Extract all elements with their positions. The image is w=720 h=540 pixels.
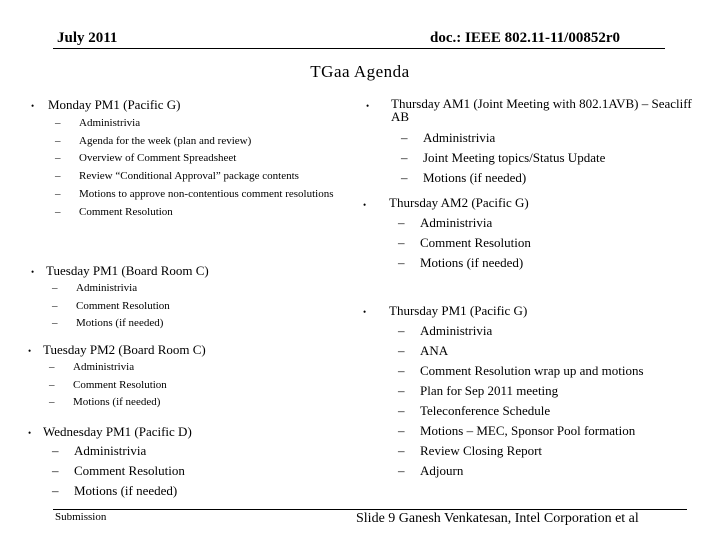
list-item: – Administrivia bbox=[73, 359, 167, 377]
list-item: – Administrivia bbox=[74, 441, 185, 461]
section-tuesday-pm2: Tuesday PM2 (Board Room C) bbox=[43, 342, 206, 357]
bullet-icon: • bbox=[31, 101, 35, 111]
dash-icon: – bbox=[398, 423, 405, 438]
list-item: – Administrivia bbox=[79, 115, 339, 133]
dash-icon: – bbox=[55, 134, 61, 147]
dash-icon: – bbox=[52, 299, 58, 312]
slide-title: TGaa Agenda bbox=[310, 62, 410, 81]
dash-icon: – bbox=[52, 463, 59, 478]
dash-icon: – bbox=[52, 317, 58, 329]
list-item: – Comment Resolution bbox=[420, 233, 531, 253]
list-thursday-am1 bbox=[401, 128, 606, 188]
dash-icon: – bbox=[398, 403, 405, 418]
list-monday-pm1 bbox=[55, 115, 339, 222]
section-tuesday-pm1: Tuesday PM1 (Board Room C) bbox=[46, 263, 209, 278]
footer-rule bbox=[53, 509, 687, 510]
dash-icon: – bbox=[55, 117, 61, 129]
list-item: – Joint Meeting topics/Status Update bbox=[423, 148, 605, 168]
dash-icon: – bbox=[398, 343, 405, 358]
dash-icon: – bbox=[401, 130, 408, 145]
list-item: – Overview of Comment Spreadsheet bbox=[79, 150, 339, 168]
dash-icon: – bbox=[398, 363, 405, 378]
dash-icon: – bbox=[49, 361, 55, 373]
section-thursday-am2: Thursday AM2 (Pacific G) bbox=[389, 195, 529, 210]
header-rule bbox=[53, 48, 665, 49]
bullet-icon: • bbox=[366, 101, 370, 111]
dash-icon: – bbox=[398, 235, 405, 250]
list-item: – Administrivia bbox=[423, 128, 605, 148]
section-thursday-pm1: Thursday PM1 (Pacific G) bbox=[389, 303, 528, 318]
list-tuesday-pm1 bbox=[52, 280, 170, 333]
list-item: – Comment Resolution bbox=[76, 298, 170, 316]
section-wednesday-pm1: Wednesday PM1 (Pacific D) bbox=[43, 424, 192, 439]
dash-icon: – bbox=[398, 255, 405, 270]
header-doc-number: doc.: IEEE 802.11-11/00852r0 bbox=[430, 30, 621, 46]
list-item: – Review Closing Report bbox=[420, 441, 644, 461]
dash-icon: – bbox=[398, 443, 405, 458]
dash-icon: – bbox=[55, 152, 61, 164]
bullet-icon: • bbox=[363, 200, 367, 210]
bullet-icon: • bbox=[28, 428, 32, 438]
list-tuesday-pm2 bbox=[49, 359, 167, 412]
list-item: – Comment Resolution bbox=[74, 461, 185, 481]
list-item: – Adjourn bbox=[420, 461, 644, 481]
list-item: – Agenda for the week (plan and review) bbox=[79, 133, 339, 151]
list-item: – Motions to approve non-contentious comment resolutions bbox=[55, 188, 334, 200]
section-monday-pm1: Monday PM1 (Pacific G) bbox=[48, 97, 181, 112]
bullet-icon: • bbox=[28, 346, 32, 356]
bullet-icon: • bbox=[363, 307, 367, 317]
dash-icon: – bbox=[55, 206, 61, 218]
dash-icon: – bbox=[401, 170, 408, 185]
list-item: – Motions – MEC, Sponsor Pool formation bbox=[420, 421, 644, 441]
bullet-icon: • bbox=[31, 267, 35, 277]
list-item: – ANA bbox=[420, 341, 644, 361]
list-item: – Motions (if needed) bbox=[73, 394, 167, 412]
list-item: – Review “Conditional Approval” package contents bbox=[79, 168, 339, 186]
list-item: – Comment Resolution bbox=[79, 204, 339, 222]
dash-icon: – bbox=[401, 150, 408, 165]
list-thursday-pm1 bbox=[398, 321, 644, 481]
list-item: – Plan for Sep 2011 meeting bbox=[420, 381, 644, 401]
list-item: – Administrivia bbox=[420, 213, 531, 233]
dash-icon: – bbox=[398, 383, 405, 398]
dash-icon: – bbox=[49, 396, 55, 408]
dash-icon: – bbox=[52, 282, 58, 294]
dash-icon: – bbox=[398, 215, 405, 230]
dash-icon: – bbox=[49, 378, 55, 391]
dash-icon: – bbox=[398, 463, 405, 478]
list-item: – Motions (if needed) bbox=[423, 168, 605, 188]
list-item: – Motions (if needed) bbox=[420, 253, 531, 273]
section-thursday-am1: Thursday AM1 (Joint Meeting with 802.1AVB) – Seacliff AB bbox=[391, 96, 692, 124]
list-item: – Motions (if needed) bbox=[76, 315, 170, 333]
dash-icon: – bbox=[55, 188, 61, 200]
list-item: – Administrivia bbox=[420, 321, 644, 341]
list-item: – Motions (if needed) bbox=[74, 481, 185, 501]
list-thursday-am2 bbox=[398, 213, 531, 273]
list-item: – Comment Resolution wrap up and motions bbox=[420, 361, 644, 381]
dash-icon: – bbox=[55, 169, 61, 182]
list-item: – Teleconference Schedule bbox=[420, 401, 644, 421]
dash-icon: – bbox=[398, 323, 405, 338]
dash-icon: – bbox=[52, 483, 59, 498]
list-wednesday-pm1 bbox=[52, 441, 185, 501]
dash-icon: – bbox=[52, 443, 59, 458]
list-item: – Comment Resolution bbox=[73, 377, 167, 395]
footer-submission: Submission bbox=[55, 511, 107, 523]
footer-slide-info: Slide 9 Ganesh Venkatesan, Intel Corporation et al bbox=[356, 511, 639, 526]
header-date: July 2011 bbox=[57, 30, 118, 46]
list-item: – Administrivia bbox=[76, 280, 170, 298]
